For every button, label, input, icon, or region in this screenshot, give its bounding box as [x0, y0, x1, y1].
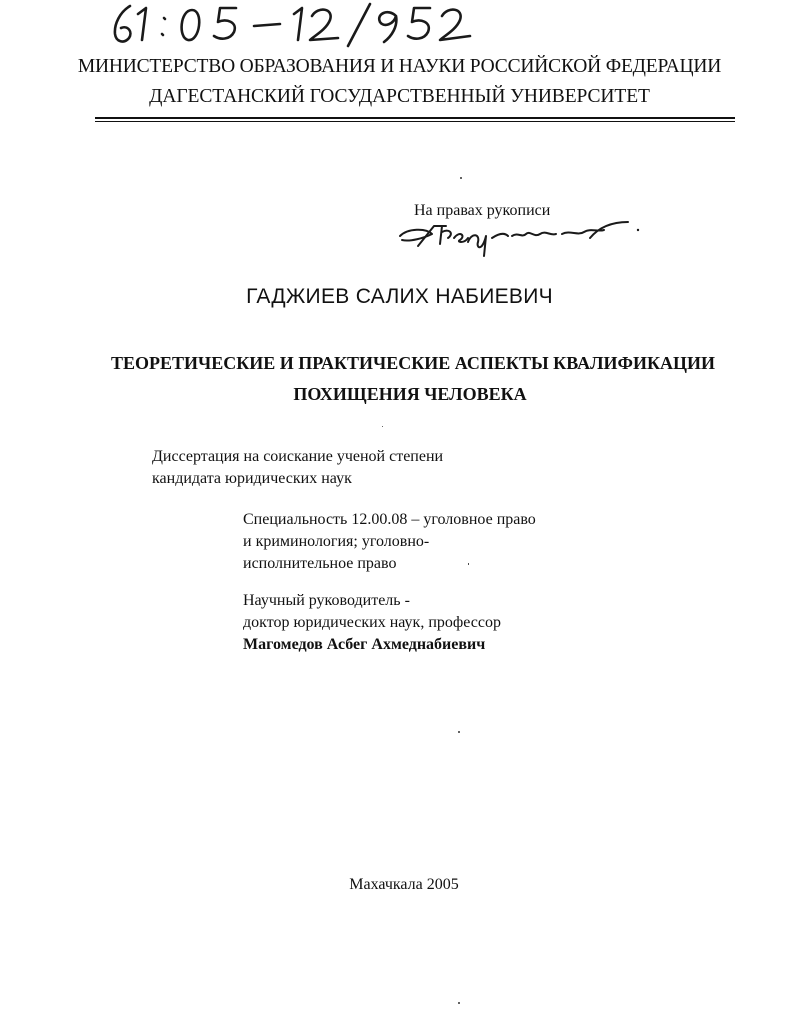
dissertation-note-line-1: Диссертация на соискание ученой степени — [152, 448, 444, 465]
dissertation-title-line-1: ТЕОРЕТИЧЕСКИЕ И ПРАКТИЧЕСКИЕ АСПЕКТЫ КВАЛИФИКАЦИИ — [110, 353, 715, 373]
scan-speck — [468, 563, 469, 565]
header-divider-thin — [95, 121, 735, 122]
scan-speck — [460, 177, 462, 179]
university-header: ДАГЕСТАНСКИЙ ГОСУДАРСТВЕННЫЙ УНИВЕРСИТЕТ — [149, 86, 650, 107]
dissertation-note-line-2: кандидата юридических наук — [152, 470, 352, 487]
specialty-line-3: исполнительное право — [243, 555, 397, 572]
specialty-line-1: Специальность 12.00.08 – уголовное право — [243, 511, 536, 528]
supervisor-degree: доктор юридических наук, профессор — [243, 614, 501, 631]
author-name: ГАДЖИЕВ САЛИХ НАБИЕВИЧ — [246, 285, 553, 308]
specialty-block — [243, 509, 536, 575]
scan-speck — [458, 731, 460, 733]
city-and-year: Махачкала 2005 — [349, 876, 459, 893]
signature — [394, 212, 644, 260]
supervisor-name: Магомедов Асбег Ахмеднабиевич — [243, 636, 486, 653]
supervisor-block — [243, 590, 501, 656]
dissertation-title-line-2: ПОХИЩЕНИЯ ЧЕЛОВЕКА — [293, 384, 527, 404]
dissertation-note — [152, 446, 443, 490]
scan-speck — [382, 426, 383, 427]
supervisor-role: Научный руководитель - — [243, 592, 410, 609]
ministry-header: МИНИСТЕРСТВО ОБРАЗОВАНИЯ И НАУКИ РОССИЙСКОЙ ФЕДЕРАЦИИ — [77, 56, 722, 77]
handwritten-code — [108, 0, 488, 48]
header-divider — [95, 117, 735, 119]
manuscript-note: На правах рукописи — [414, 202, 551, 219]
scan-speck — [458, 1002, 460, 1004]
specialty-line-2: и криминология; уголовно- — [243, 533, 430, 550]
